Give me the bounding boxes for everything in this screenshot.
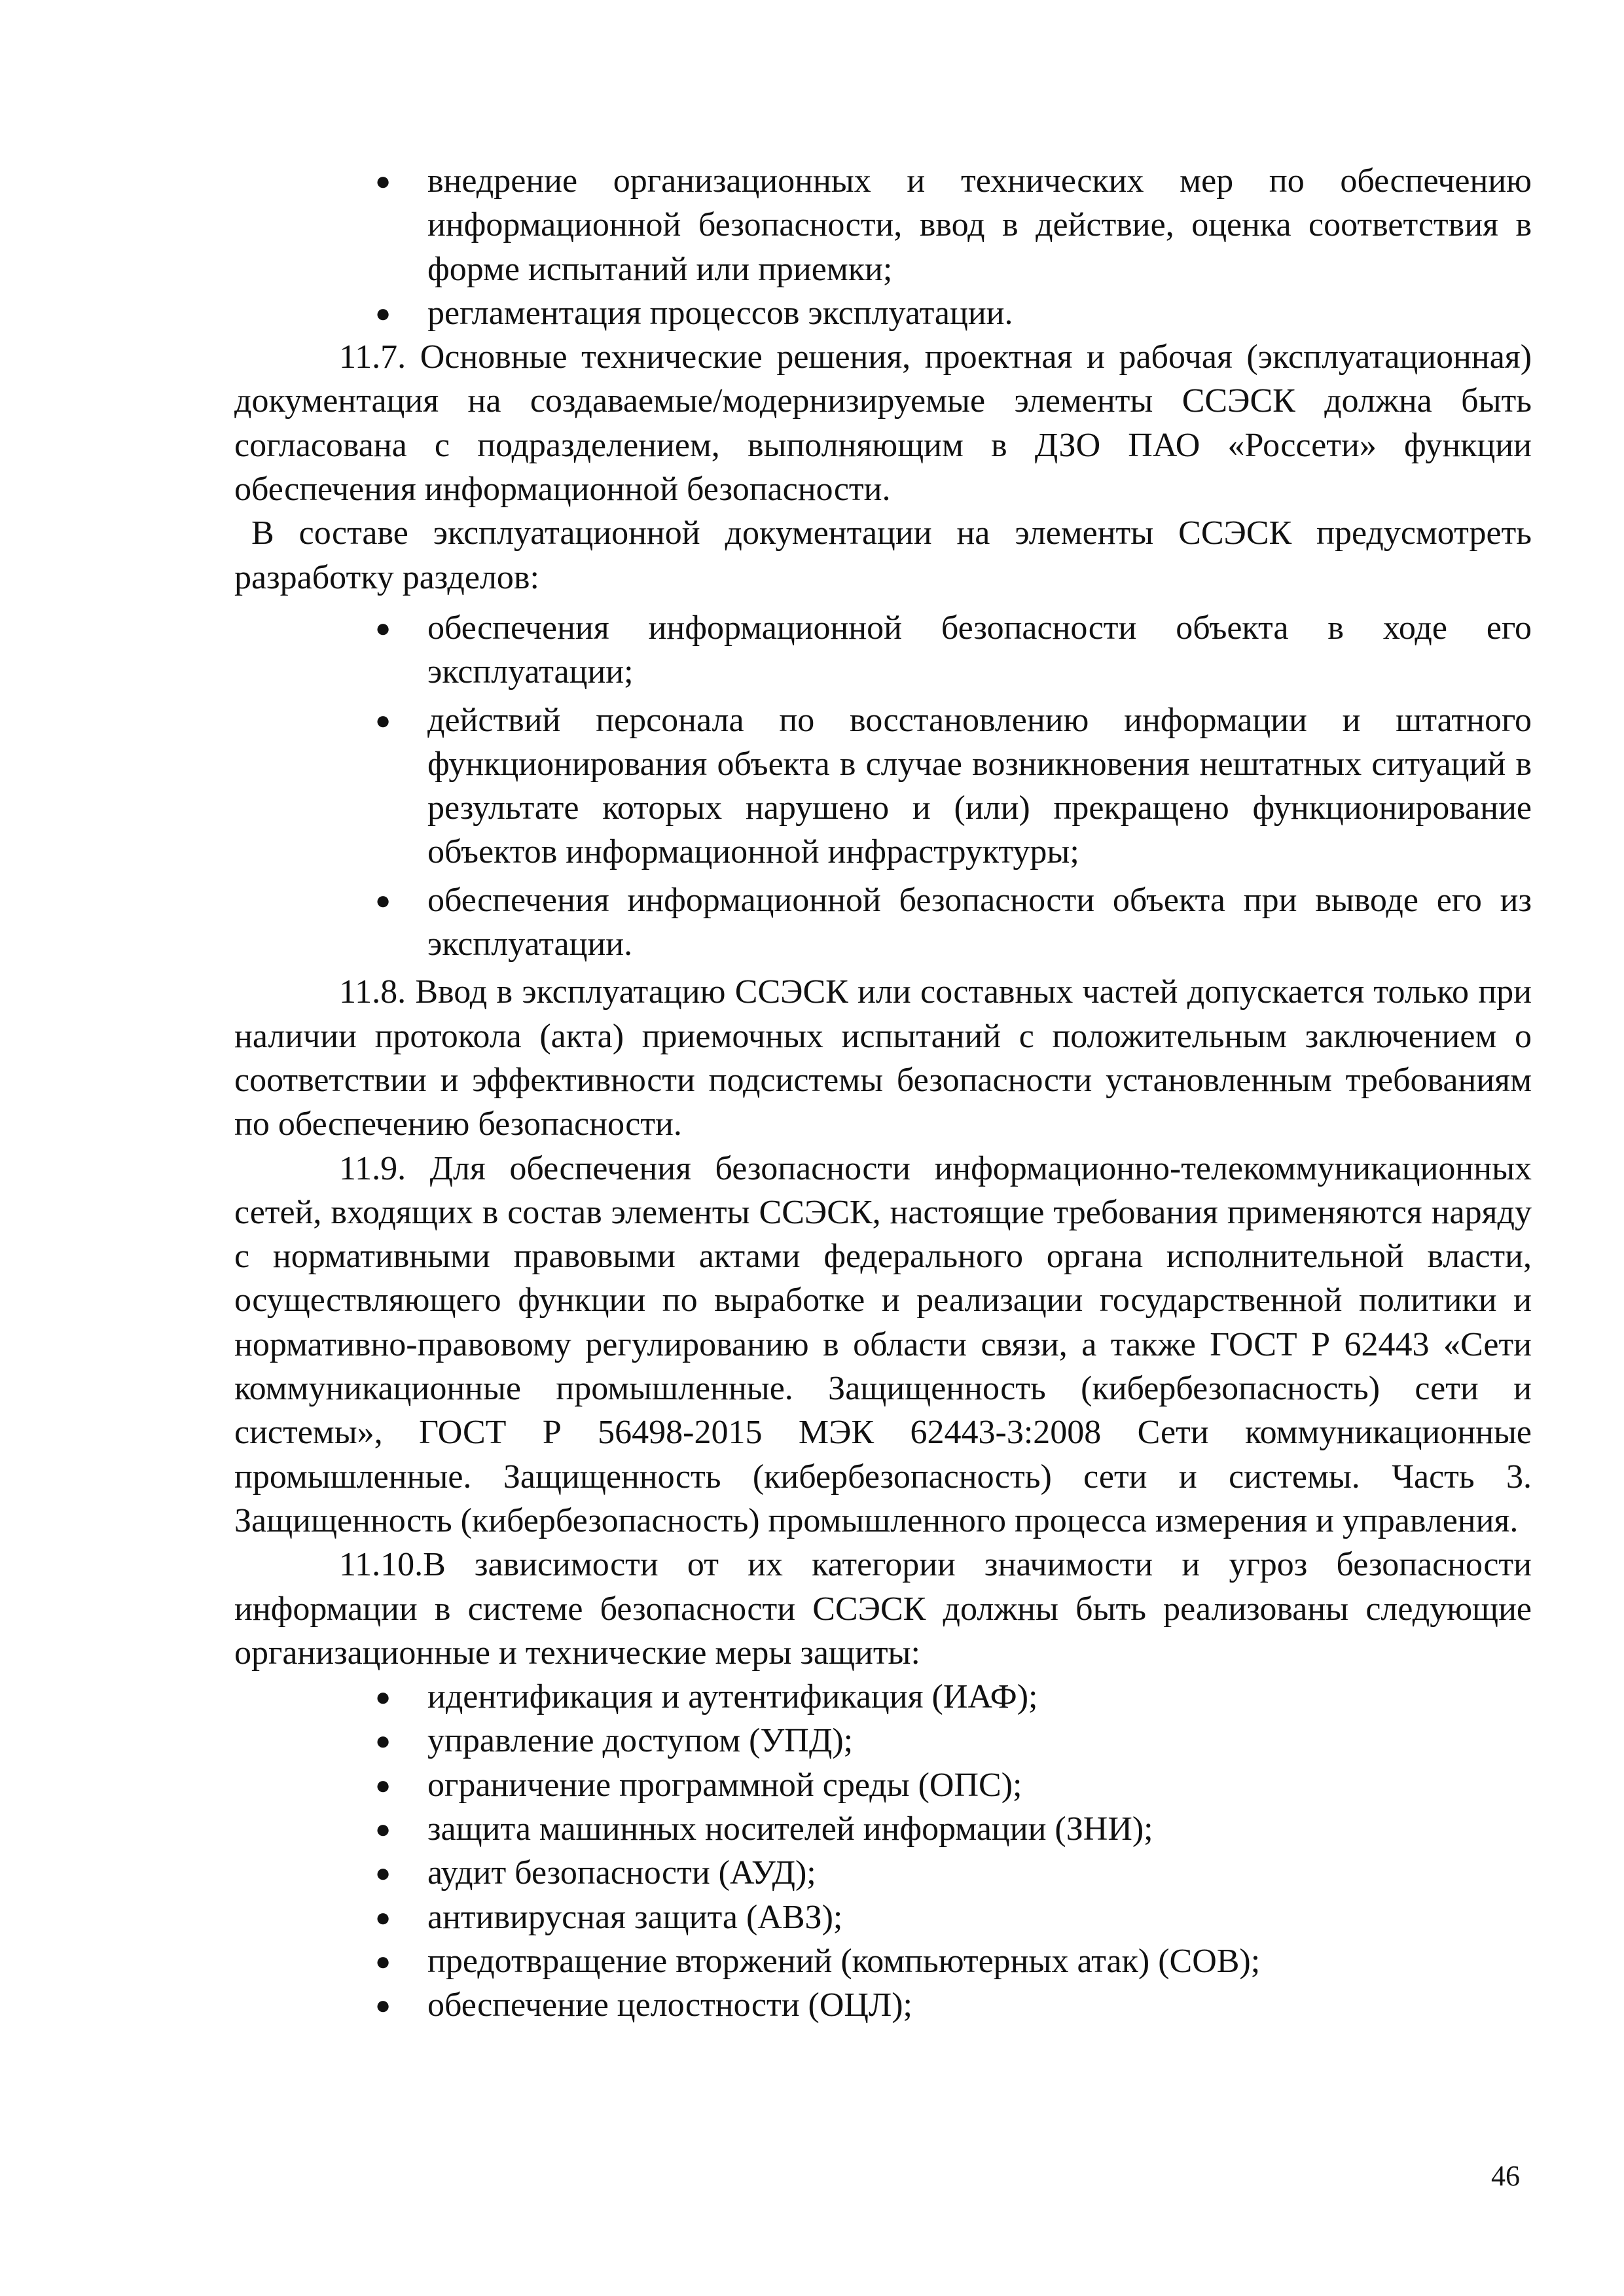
clause-text: Для обеспечения безопасности информационно-телекоммуникационных сетей, входящих в состав элементы ССЭСК, настоящие требования применяются наряду с нормативными правовыми актами федерального органа исполнительной власти, осуществляющего функции по выработке и реализации государственной политики и нормативно-правовому регулированию в области связи, а также ГОСТ Р 62443 «Сети коммуникационные промышленные. Защищенность (кибербезопасность) сети и системы», ГОСТ Р 56498-2015 МЭК 62443-3:2008 Сети коммуникационные промышленные. Защищенность (кибербезопасность) сети и системы. Часть 3. Защищенность (кибербезопасность) промышленного процесса измерения и управления. [234,1149,1532,1539]
bullet-list-measures [234,1675,1532,2027]
bullet-icon: ● [375,1726,391,1756]
list-item: ● защита машинных носителей информации (ЗНИ); [234,1807,1532,1851]
list-item: ● обеспечения информационной безопасности объекта при выводе его из эксплуатации. [234,878,1532,967]
clause-text: Ввод в эксплуатацию ССЭСК или составных частей допускается только при наличии протокола (акта) приемочных испытаний с положительным заключением о соответствии и эффективности подсистемы безопасности установленным требованиям по обеспечению безопасности. [234,973,1532,1143]
clause-number: 11.10. [339,1546,424,1584]
bullet-icon: ● [375,1770,391,1800]
bullet-list-sections [234,606,1532,966]
paragraph-11-7 [234,335,1532,511]
clause-number: 11.8. [339,973,406,1011]
paragraph-sostav: В составе эксплуатационной документации на элементы ССЭСК предусмотреть разработку разделов: [234,514,1532,596]
bullet-icon: ● [375,1946,391,1976]
list-item: ● идентификация и аутентификация (ИАФ); [234,1675,1532,1719]
list-item: ● регламентация процессов эксплуатации. [234,291,1532,335]
list-item: ● действий персонала по восстановлению информации и штатного функционирования объекта в случае возникновения нештатных ситуаций в результате которых нарушено и (или) прекращено функционирование объектов информационной инфраструктуры; [234,698,1532,874]
clause-number: 11.9. [339,1149,406,1187]
paragraph-11-9 [234,1147,1532,1543]
bullet-icon: ● [375,885,391,915]
list-item: ● обеспечение целостности (ОЦЛ); [234,1983,1532,2027]
bullet-icon: ● [375,1858,391,1888]
paragraph-11-8 [234,970,1532,1146]
bullet-list-top [234,159,1532,335]
page-number: 46 [1491,2160,1520,2192]
bullet-icon: ● [375,613,391,643]
list-item: ● обеспечения информационной безопасности объекта в ходе его эксплуатации; [234,606,1532,694]
bullet-icon: ● [375,1814,391,1844]
list-item: ● предотвращение вторжений (компьютерных атак) (СОВ); [234,1939,1532,1983]
bullet-icon: ● [375,166,391,196]
list-item: ● антивирусная защита (АВЗ); [234,1895,1532,1939]
clause-number: 11.7. [339,338,406,376]
clause-text: Основные технические решения, проектная и рабочая (эксплуатационная) документация на создаваемые/модернизируемые элементы ССЭСК должна быть согласована с подразделением, выполняющим в ДЗО ПАО «Россети» функции обеспечения информационной безопасности. [234,338,1532,509]
list-item: ● внедрение организационных и технических мер по обеспечению информационной безопасности, ввод в действие, оценка соответствия в форме испытаний или приемки; [234,159,1532,291]
list-item: ● аудит безопасности (АУД); [234,1851,1532,1895]
list-item: ● управление доступом (УПД); [234,1719,1532,1763]
list-item: ● ограничение программной среды (ОПС); [234,1763,1532,1807]
document-page [234,159,1532,2027]
bullet-icon: ● [375,298,391,328]
clause-text: В зависимости от их категории значимости и угроз безопасности информации в системе безопасности ССЭСК должны быть реализованы следующие организационные и технические меры защиты: [234,1546,1532,1672]
paragraph-11-10 [234,1543,1532,1675]
bullet-icon: ● [375,1682,391,1712]
bullet-icon: ● [375,705,391,735]
bullet-icon: ● [375,1902,391,1932]
bullet-icon: ● [375,1990,391,2020]
